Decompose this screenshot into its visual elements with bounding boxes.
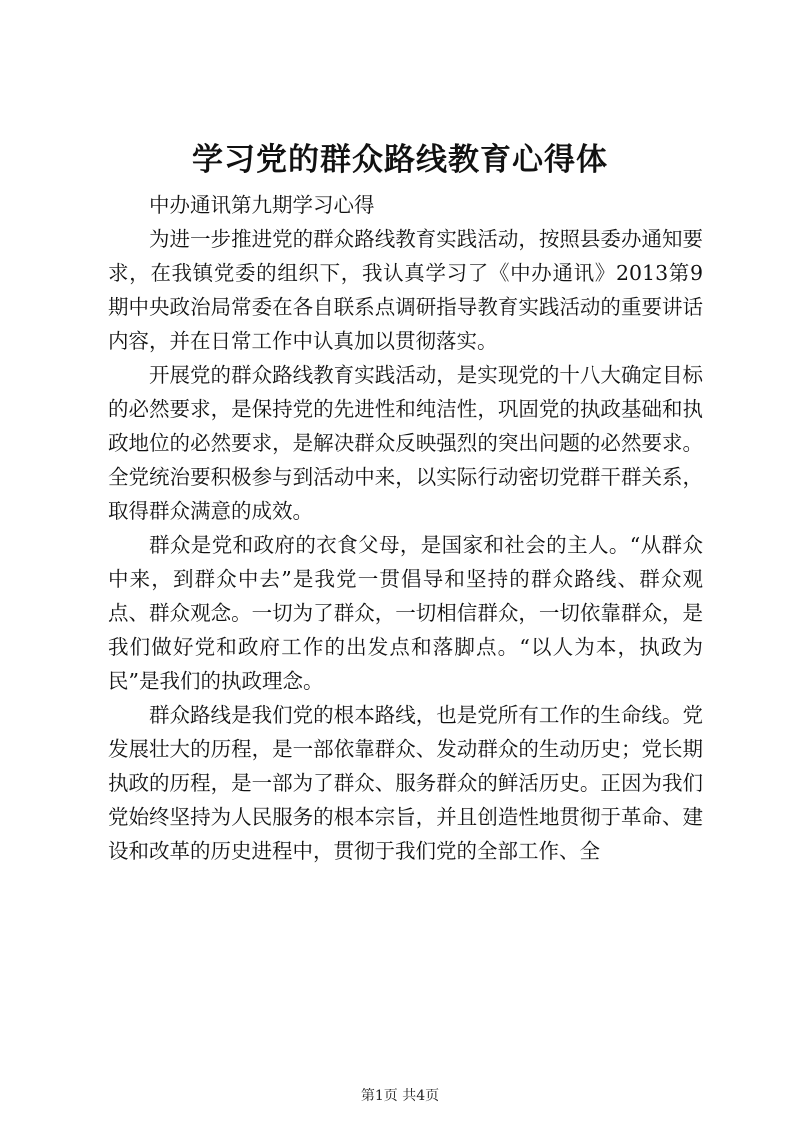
document-title: 学习党的群众路线教育心得体 <box>192 142 608 178</box>
paragraph-1: 为进一步推进党的群众路线教育实践活动，按照县委办通知要求，在我镇党委的组织下，我认真学习了《中办通讯》2013第9期中央政治局常委在各自联系点调研指导教育实践活动的重要讲话内容，并在日常工作中认真加以贯彻落实。 <box>108 227 703 353</box>
document-subtitle: 中办通讯第九期学习心得 <box>149 193 375 217</box>
document-body <box>108 188 703 868</box>
page-number-footer: 第1页 共4页 <box>360 1088 440 1104</box>
paragraph-4: 群众路线是我们党的根本路线，也是党所有工作的生命线。党发展壮大的历程，是一部依靠群众、发动群众的生动历史；党长期执政的历程，是一部为了群众、服务群众的鲜活历史。正因为我们党始终坚持为人民服务的根本宗旨，并且创造性地贯彻于革命、建设和改革的历史进程中，贯彻于我们党的全部工作、全 <box>108 703 703 863</box>
paragraph-2: 开展党的群众路线教育实践活动，是实现党的十八大确定目标的必然要求，是保持党的先进性和纯洁性，巩固党的执政基础和执政地位的必然要求，是解决群众反映强烈的突出问题的必然要求。全党统治要积极参与到活动中来，以实际行动密切党群干群关系，取得群众满意的成效。 <box>108 363 703 523</box>
paragraph-3: 群众是党和政府的衣食父母，是国家和社会的主人。“从群众中来，到群众中去”是我党一贯倡导和坚持的群众路线、群众观点、群众观念。一切为了群众，一切相信群众，一切依靠群众，是我们做好党和政府工作的出发点和落脚点。“以人为本，执政为民”是我们的执政理念。 <box>108 533 703 693</box>
